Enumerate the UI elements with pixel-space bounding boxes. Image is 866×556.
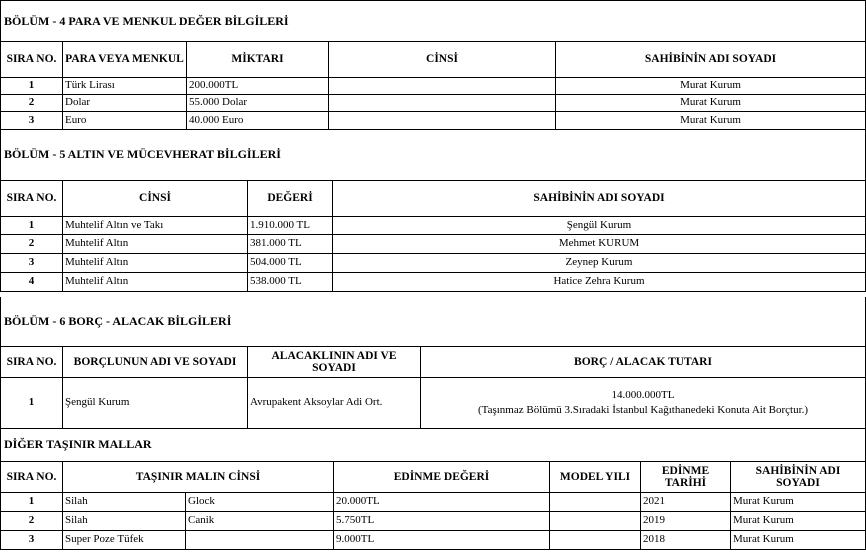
table-header-row [1,181,866,217]
col-header-model: MODEL YILI [550,462,641,493]
row-amount: 55.000 Dolar [187,95,329,112]
table-row [1,378,866,429]
row-value: 9.000TL [334,531,550,550]
table-row [1,217,866,235]
col-header-owner: SAHİBİNİN ADI SOYADI [731,462,866,493]
table-row [1,493,866,512]
row-owner: Murat Kurum [731,493,866,512]
table-row [1,78,866,95]
col-header-type: PARA VEYA MENKUL [63,42,187,78]
row-detail [186,531,334,550]
row-kind: Muhtelif Altın [63,235,248,254]
col-header-value: EDİNME DEĞERİ [334,462,550,493]
table-row [1,512,866,531]
col-header-kind: CİNSİ [329,42,556,78]
row-owner: Zeynep Kurum [333,254,866,273]
row-amount-cell [421,378,866,429]
row-detail: Glock [186,493,334,512]
row-type: Silah [63,493,186,512]
row-owner: Murat Kurum [731,531,866,550]
row-no: 2 [1,235,63,254]
row-owner: Murat Kurum [556,78,866,95]
row-type: Silah [63,512,186,531]
row-kind: Muhtelif Altın [63,273,248,292]
row-debtor: Şengül Kurum [63,378,248,429]
table-header-row [1,42,866,78]
row-value: 538.000 TL [248,273,333,292]
debt-receivable-table [0,346,866,429]
row-date: 2021 [641,493,731,512]
col-header-no: SIRA NO. [1,42,63,78]
row-value: 1.910.000 TL [248,217,333,235]
table-row [1,273,866,292]
row-value: 504.000 TL [248,254,333,273]
row-owner: Hatice Zehra Kurum [333,273,866,292]
col-header-no: SIRA NO. [1,347,63,378]
row-no: 2 [1,512,63,531]
row-type: Dolar [63,95,187,112]
row-value: 381.000 TL [248,235,333,254]
gold-jewelry-table [0,180,866,292]
row-no: 3 [1,112,63,130]
section-6-title: BÖLÜM - 6 BORÇ - ALACAK BİLGİLERİ [0,297,866,346]
row-no: 2 [1,95,63,112]
table-row [1,254,866,273]
col-header-kind: CİNSİ [63,181,248,217]
row-kind [329,112,556,130]
col-header-date: EDİNME TARİHİ [641,462,731,493]
table-header-row [1,462,866,493]
col-header-value: DEĞERİ [248,181,333,217]
table-row [1,112,866,130]
row-type: Türk Lirası [63,78,187,95]
row-date: 2018 [641,531,731,550]
row-owner: Murat Kurum [556,95,866,112]
row-model [550,512,641,531]
row-amount: 40.000 Euro [187,112,329,130]
row-date: 2019 [641,512,731,531]
row-amount: 14.000.000TL [611,389,675,402]
table-header-row [1,347,866,378]
other-movables-table [0,461,866,550]
row-no: 4 [1,273,63,292]
col-header-no: SIRA NO. [1,181,63,217]
row-amount: 200.000TL [187,78,329,95]
row-type: Euro [63,112,187,130]
row-kind [329,95,556,112]
table-row [1,235,866,254]
row-no: 3 [1,531,63,550]
row-no: 1 [1,493,63,512]
section-7-title: DİĞER TAŞINIR MALLAR [0,428,866,461]
row-kind: Muhtelif Altın ve Takı [63,217,248,235]
row-no: 1 [1,378,63,429]
col-header-amount: BORÇ / ALACAK TUTARI [421,347,866,378]
row-model [550,531,641,550]
col-header-creditor: ALACAKLININ ADI VE SOYADI [248,347,421,378]
col-header-no: SIRA NO. [1,462,63,493]
row-kind [329,78,556,95]
table-row [1,95,866,112]
row-type: Super Poze Tüfek [63,531,186,550]
section-4-title: BÖLÜM - 4 PARA VE MENKUL DEĞER BİLGİLERİ [0,0,866,41]
row-owner: Murat Kurum [556,112,866,130]
row-no: 3 [1,254,63,273]
row-no: 1 [1,217,63,235]
table-row [1,531,866,550]
row-creditor: Avrupakent Aksoylar Adi Ort. [248,378,421,429]
section-5-title: BÖLÜM - 5 ALTIN VE MÜCEVHERAT BİLGİLERİ [0,129,866,180]
col-header-type: TAŞINIR MALIN CİNSİ [63,462,334,493]
row-kind: Muhtelif Altın [63,254,248,273]
col-header-debtor: BORÇLUNUN ADI VE SOYADI [63,347,248,378]
row-detail: Canik [186,512,334,531]
row-model [550,493,641,512]
row-owner: Mehmet KURUM [333,235,866,254]
row-owner: Murat Kurum [731,512,866,531]
row-owner: Şengül Kurum [333,217,866,235]
row-note: (Taşınmaz Bölümü 3.Sıradaki İstanbul Kağıthanedeki Konuta Ait Borçtur.) [477,404,809,416]
col-header-amount: MİKTARI [187,42,329,78]
row-no: 1 [1,78,63,95]
col-header-owner: SAHİBİNİN ADI SOYADI [333,181,866,217]
money-securities-table [0,41,866,130]
row-value: 20.000TL [334,493,550,512]
row-value: 5.750TL [334,512,550,531]
col-header-owner: SAHİBİNİN ADI SOYADI [556,42,866,78]
